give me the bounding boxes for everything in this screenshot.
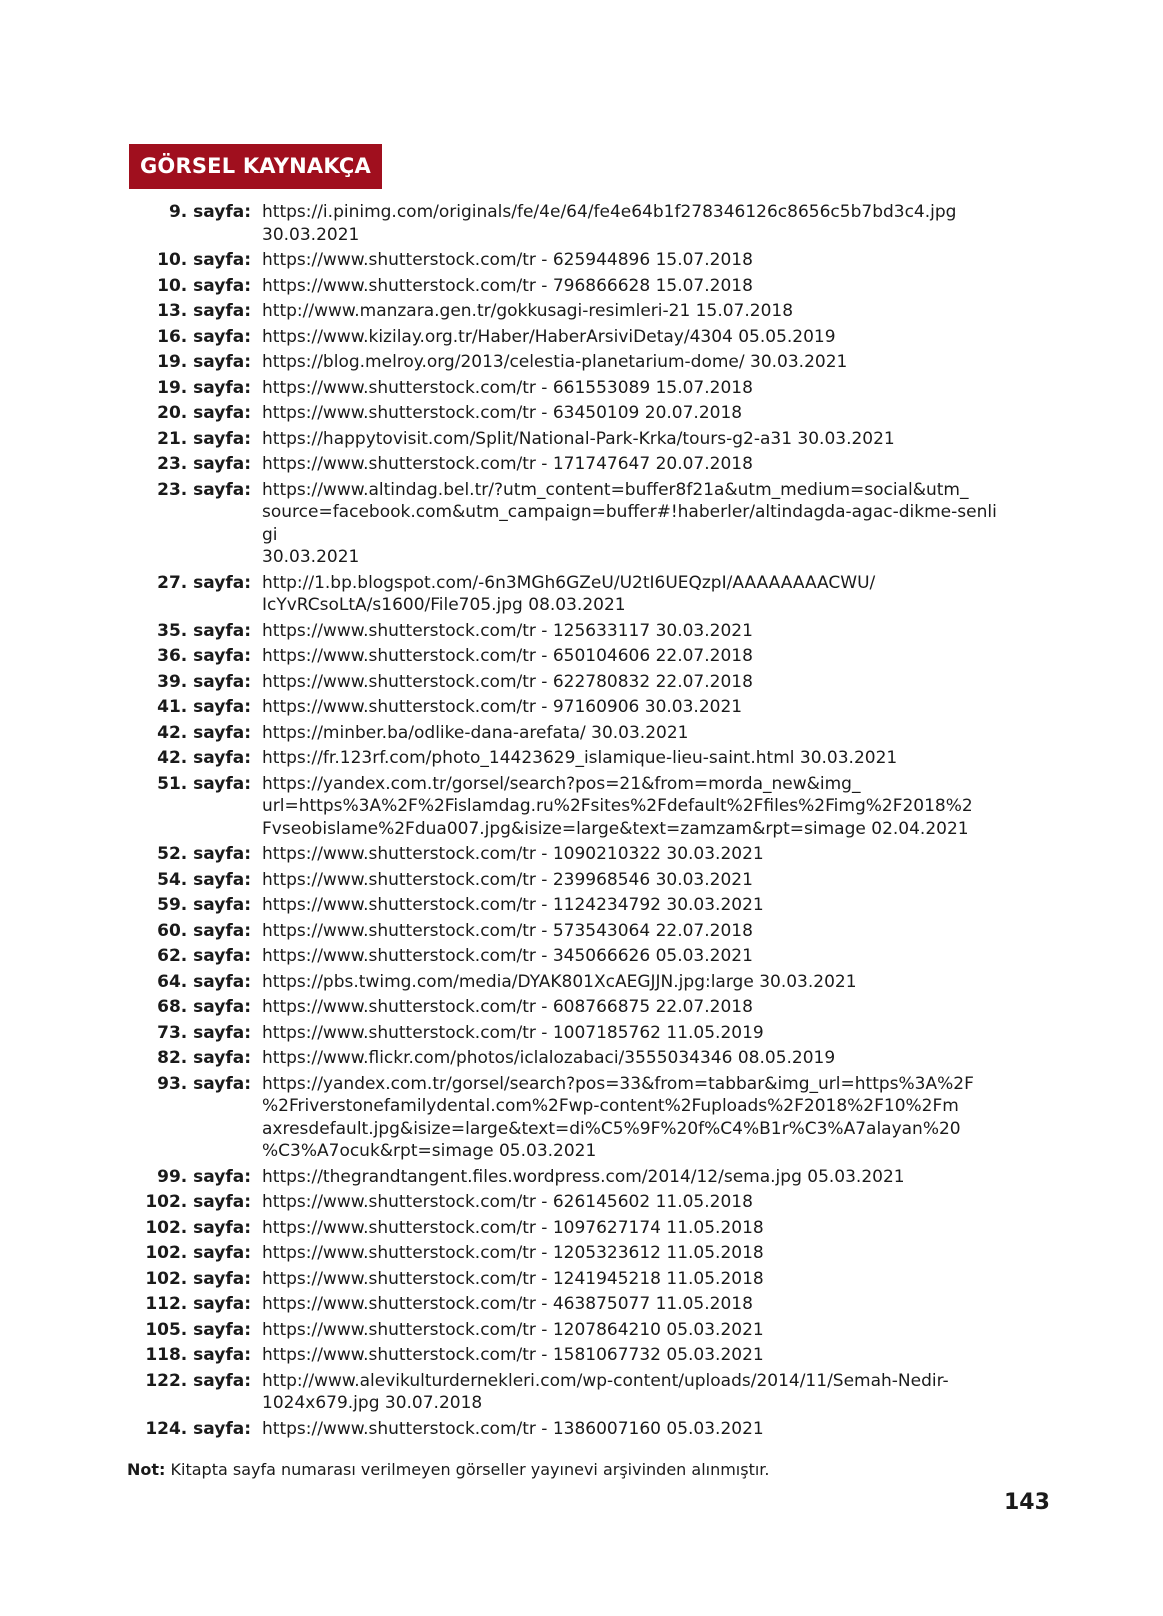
source-url[interactable]: https://www.shutterstock.com/tr - 1097627174 11.05.2018 <box>262 1217 764 1238</box>
page-label: 10. sayfa: <box>157 275 251 296</box>
page-number: 143 <box>1004 1490 1050 1515</box>
page-label: 42. sayfa: <box>157 748 251 768</box>
page-label: 9. sayfa: <box>168 202 251 222</box>
source-url[interactable]: https://www.flickr.com/photos/iclalozabaci/3555034346 08.05.2019 <box>262 1048 836 1068</box>
reference-entry <box>0 894 1163 917</box>
page-label: 82. sayfa: <box>157 1048 251 1068</box>
source-url[interactable]: https://www.shutterstock.com/tr - 463875077 11.05.2018 <box>262 1294 753 1314</box>
source-url[interactable]: https://www.shutterstock.com/tr - 1241945218 11.05.2018 <box>262 1268 764 1289</box>
source-url[interactable]: https://www.shutterstock.com/tr - 239968546 30.03.2021 <box>262 869 753 890</box>
source-url[interactable]: https://minber.ba/odlike-dana-arefata/ 30.03.2021 <box>262 722 689 743</box>
page-label: 52. sayfa: <box>157 844 251 864</box>
source-url[interactable]: https://www.shutterstock.com/tr - 796866628 15.07.2018 <box>262 275 753 296</box>
page-label: 124. sayfa: <box>145 1418 251 1439</box>
reference-entry <box>0 1217 1163 1240</box>
reference-entry <box>0 1022 1163 1045</box>
source-url[interactable]: https://www.shutterstock.com/tr - 1205323612 11.05.2018 <box>262 1243 764 1263</box>
source-url[interactable]: https://www.shutterstock.com/tr - 1124234792 30.03.2021 <box>262 895 764 915</box>
source-url[interactable]: http://www.manzara.gen.tr/gokkusagi-resimleri-21 15.07.2018 <box>262 301 794 321</box>
reference-entry <box>0 1319 1163 1342</box>
reference-entry <box>0 722 1163 745</box>
page-label: 27. sayfa: <box>157 572 251 593</box>
reference-entry <box>0 326 1163 349</box>
source-url[interactable]: https://www.shutterstock.com/tr - 345066626 05.03.2021 <box>262 946 753 966</box>
page-label: 102. sayfa: <box>145 1243 251 1263</box>
source-url[interactable]: https://fr.123rf.com/photo_14423629_islamique-lieu-saint.html 30.03.2021 <box>262 748 898 768</box>
source-url[interactable]: https://www.shutterstock.com/tr - 573543064 22.07.2018 <box>262 920 753 941</box>
reference-entry <box>0 1047 1163 1070</box>
reference-entry <box>0 428 1163 451</box>
source-url[interactable]: https://www.shutterstock.com/tr - 63450109 20.07.2018 <box>262 403 743 423</box>
reference-entry <box>0 377 1163 400</box>
page-label: 64. sayfa: <box>157 971 251 992</box>
source-url[interactable]: https://www.shutterstock.com/tr - 626145602 11.05.2018 <box>262 1192 753 1212</box>
page-label: 36. sayfa: <box>157 646 251 666</box>
reference-entry <box>0 572 1163 617</box>
page-label: 10. sayfa: <box>157 250 251 270</box>
source-url[interactable]: https://i.pinimg.com/originals/fe/4e/64/fe4e64b1f278346126c8656c5b7bd3c4.jpg 30.03.2021 <box>262 202 957 245</box>
reference-entry <box>0 620 1163 643</box>
page-label: 51. sayfa: <box>157 773 251 794</box>
source-url[interactable]: https://happytovisit.com/Split/National-Park-Krka/tours-g2-a31 30.03.2021 <box>262 428 895 449</box>
source-url[interactable]: https://yandex.com.tr/gorsel/search?pos=33&from=tabbar&img_url=https%3A%2F %2Friverstonefamilydental.com%2Fwp-content%2Fuploads%2F2018%2F10%2Fm axresdefault.jpg&isize=large&text=di%C5%9F%20f%C4%B1r%C3%A7alayan%20 %C3%A7ocuk&rpt=simage 05.03.2021 <box>262 1073 974 1161</box>
page-label: 102. sayfa: <box>145 1268 251 1289</box>
reference-entry <box>0 869 1163 892</box>
reference-entry <box>0 645 1163 668</box>
source-url[interactable]: http://1.bp.blogspot.com/-6n3MGh6GZeU/U2tI6UEQzpI/AAAAAAAACWU/ IcYvRCsoLtA/s1600/File705.jpg 08.03.2021 <box>262 572 876 615</box>
reference-entry <box>0 1370 1163 1415</box>
page-label: 62. sayfa: <box>157 946 251 966</box>
source-url[interactable]: https://www.shutterstock.com/tr - 661553089 15.07.2018 <box>262 377 753 398</box>
page-label: 102. sayfa: <box>145 1217 251 1238</box>
page-label: 23. sayfa: <box>157 479 251 500</box>
page-label: 41. sayfa: <box>157 697 251 717</box>
page-label: 19. sayfa: <box>157 377 251 398</box>
reference-entry <box>0 479 1163 569</box>
source-url[interactable]: https://www.shutterstock.com/tr - 625944896 15.07.2018 <box>262 250 753 270</box>
reference-list <box>0 201 1163 1443</box>
reference-entry <box>0 671 1163 694</box>
footnote-text: Kitapta sayfa numarası verilmeyen görseller yayınevi arşivinden alınmıştır. <box>165 1460 770 1479</box>
reference-entry <box>0 300 1163 323</box>
page-label: 122. sayfa: <box>145 1370 251 1391</box>
source-url[interactable]: https://www.shutterstock.com/tr - 650104606 22.07.2018 <box>262 646 753 666</box>
page-label: 105. sayfa: <box>145 1319 251 1340</box>
reference-entry <box>0 1344 1163 1367</box>
reference-entry <box>0 1268 1163 1291</box>
section-heading: GÖRSEL KAYNAKÇA <box>129 144 382 189</box>
page-label: 21. sayfa: <box>157 428 251 449</box>
reference-entry <box>0 1166 1163 1189</box>
source-url[interactable]: https://www.shutterstock.com/tr - 622780832 22.07.2018 <box>262 671 753 692</box>
source-url[interactable]: https://www.shutterstock.com/tr - 1207864210 05.03.2021 <box>262 1319 764 1340</box>
page-label: 99. sayfa: <box>157 1166 251 1187</box>
page-label: 102. sayfa: <box>145 1192 251 1212</box>
source-url[interactable]: https://www.shutterstock.com/tr - 1581067732 05.03.2021 <box>262 1345 764 1365</box>
reference-entry <box>0 1191 1163 1214</box>
reference-entry <box>0 275 1163 298</box>
page-label: 59. sayfa: <box>157 895 251 915</box>
page-label: 39. sayfa: <box>157 671 251 692</box>
page-label: 13. sayfa: <box>157 301 251 321</box>
page-label: 60. sayfa: <box>157 920 251 941</box>
reference-entry <box>0 945 1163 968</box>
page-label: 23. sayfa: <box>157 454 251 474</box>
reference-entry <box>0 453 1163 476</box>
reference-entry <box>0 696 1163 719</box>
page-label: 35. sayfa: <box>157 620 251 641</box>
reference-entry <box>0 996 1163 1019</box>
source-url[interactable]: https://www.shutterstock.com/tr - 1090210322 30.03.2021 <box>262 844 764 864</box>
source-url[interactable]: https://www.shutterstock.com/tr - 1007185762 11.05.2019 <box>262 1022 764 1043</box>
source-url[interactable]: https://blog.melroy.org/2013/celestia-planetarium-dome/ 30.03.2021 <box>262 352 848 372</box>
source-url[interactable]: https://www.shutterstock.com/tr - 171747647 20.07.2018 <box>262 454 753 474</box>
page-label: 112. sayfa: <box>145 1294 251 1314</box>
reference-entry <box>0 1293 1163 1316</box>
reference-entry <box>0 1242 1163 1265</box>
footnote <box>127 1460 770 1479</box>
reference-entry <box>0 971 1163 994</box>
source-url[interactable]: https://www.shutterstock.com/tr - 608766875 22.07.2018 <box>262 997 753 1017</box>
reference-entry <box>0 1418 1163 1441</box>
source-url[interactable]: https://thegrandtangent.files.wordpress.com/2014/12/sema.jpg 05.03.2021 <box>262 1166 905 1187</box>
source-url[interactable]: https://yandex.com.tr/gorsel/search?pos=21&from=morda_new&img_ url=https%3A%2F%2Fislamdag.ru%2Fsites%2Fdefault%2Ffiles%2Fimg%2F2018%2 Fvseobislame%2Fdua007.jpg&isize=large&text=zamzam&rpt=simage 02.04.2021 <box>262 773 973 839</box>
page-label: 20. sayfa: <box>157 403 251 423</box>
footnote-label: Not: <box>127 1460 166 1479</box>
reference-entry <box>0 747 1163 770</box>
reference-entry <box>0 920 1163 943</box>
reference-entry <box>0 1073 1163 1163</box>
reference-entry <box>0 249 1163 272</box>
source-url[interactable]: https://www.shutterstock.com/tr - 1386007160 05.03.2021 <box>262 1418 764 1439</box>
reference-entry <box>0 843 1163 866</box>
reference-entry <box>0 351 1163 374</box>
reference-entry <box>0 402 1163 425</box>
page-label: 54. sayfa: <box>157 869 251 890</box>
source-url[interactable]: https://www.kizilay.org.tr/Haber/HaberArsiviDetay/4304 05.05.2019 <box>262 326 836 347</box>
source-url[interactable]: http://www.alevikulturdernekleri.com/wp-content/uploads/2014/11/Semah-Nedir- 1024x679.jpg 30.07.2018 <box>262 1370 949 1413</box>
source-url[interactable]: https://pbs.twimg.com/media/DYAK801XcAEGJJN.jpg:large 30.03.2021 <box>262 971 857 992</box>
page-label: 19. sayfa: <box>157 352 251 372</box>
source-url[interactable]: https://www.shutterstock.com/tr - 97160906 30.03.2021 <box>262 697 743 717</box>
source-url[interactable]: https://www.altindag.bel.tr/?utm_content=buffer8f21a&utm_medium=social&utm_ source=facebook.com&utm_campaign=buffer#!haberler/altindagda-agac-dikme-senligi 30.03.2021 <box>262 479 997 567</box>
reference-entry <box>0 201 1163 246</box>
reference-entry <box>0 773 1163 841</box>
page-label: 118. sayfa: <box>145 1345 251 1365</box>
page-label: 16. sayfa: <box>157 326 251 347</box>
page-label: 68. sayfa: <box>157 997 251 1017</box>
page-label: 73. sayfa: <box>157 1022 251 1043</box>
page-label: 42. sayfa: <box>157 722 251 743</box>
page-label: 93. sayfa: <box>157 1073 251 1094</box>
source-url[interactable]: https://www.shutterstock.com/tr - 125633117 30.03.2021 <box>262 620 753 641</box>
